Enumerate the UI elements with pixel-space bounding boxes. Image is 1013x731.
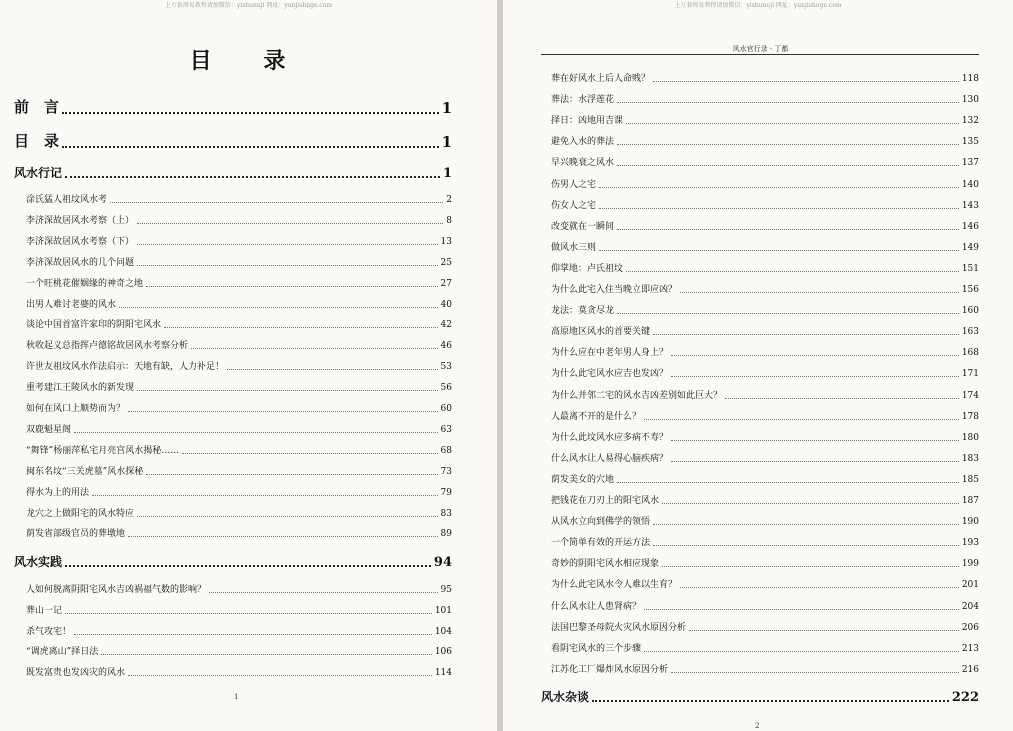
toc-entry-title: 荫发省部级官员的葬墩地	[26, 529, 126, 540]
toc-entry-page: 46	[440, 341, 452, 352]
left-page	[0, 0, 497, 731]
toc-entry-title: 法国巴黎圣母院火灾风水原因分析	[551, 622, 687, 633]
toc-entry	[551, 577, 979, 590]
toc-entry-page: 106	[434, 647, 452, 658]
toc-entry	[26, 297, 452, 310]
toc-entry-title: “调虎离山”择日法	[26, 647, 99, 658]
toc-entry-page: 130	[961, 95, 979, 106]
toc-entry	[551, 535, 979, 548]
dot-leader	[653, 81, 959, 82]
toc-entry-title: 把钱花在刀刃上的阳宅风水	[551, 496, 660, 506]
toc-entry-title: 葬山一记	[26, 605, 63, 616]
toc-entry-title: 风水杂谈	[541, 690, 590, 704]
toc-entry-page: 216	[961, 664, 979, 675]
toc-entry-title: 出男人难讨老婆的风水	[26, 299, 117, 310]
toc-entry-page: 190	[961, 517, 979, 528]
toc-entry-page: 178	[961, 411, 979, 422]
toc-entry-title: 谈论中国首富许家印的阴阳宅风水	[26, 320, 162, 331]
dot-leader	[137, 244, 438, 245]
toc-entry-page: 40	[440, 299, 452, 310]
toc-entry	[551, 451, 979, 464]
dot-leader	[671, 376, 959, 377]
toc-entry-title: 一个旺桃花催姻缘的神奇之地	[26, 278, 144, 289]
toc-entry-title: 风水实践	[14, 555, 63, 569]
dot-leader	[626, 271, 959, 272]
page-number-left: 1	[234, 693, 239, 701]
toc-entry-page: 73	[440, 466, 452, 477]
toc-entry-title: 为什么此坟风水应多病不寿？	[551, 432, 669, 443]
toc-entry	[551, 388, 979, 401]
dot-leader	[137, 265, 438, 266]
toc-entry-page: 95	[440, 585, 452, 595]
toc-entry-title: 为什么应在中老年男人身上？	[551, 348, 669, 359]
dot-leader	[671, 672, 959, 673]
toc-section-heading	[14, 553, 452, 570]
dot-leader	[653, 524, 959, 525]
dot-leader	[65, 176, 440, 178]
toc-entry-page: 79	[440, 487, 452, 498]
toc-entry-page: 68	[440, 445, 452, 456]
toc-entry-title: 重考建江王陵风水的新发现	[26, 383, 135, 394]
toc-entry-page: 8	[446, 215, 452, 226]
toc-entry-title: 涂氏猛人祖坟风水考	[26, 195, 108, 205]
running-header: 风水官行录 · 丁都	[732, 45, 789, 53]
toc-entry-title: 伤女人之宅	[551, 200, 597, 211]
toc-entry	[551, 345, 979, 358]
toc-entry-page: 180	[961, 432, 979, 443]
toc-entry	[551, 113, 979, 126]
toc-entry-page: 89	[440, 529, 452, 540]
toc-entry	[26, 255, 452, 268]
toc-entry	[551, 493, 979, 506]
toc-entry	[26, 213, 452, 226]
toc-entry	[551, 155, 979, 168]
dot-leader	[689, 630, 959, 631]
toc-entry-page: 2	[446, 195, 452, 205]
toc-entry-page: 185	[961, 474, 979, 485]
toc-entry-page: 193	[961, 538, 979, 549]
dot-leader	[617, 229, 959, 230]
dot-leader	[128, 675, 432, 676]
toc-entry-page: 104	[434, 626, 452, 637]
toc-entry	[26, 526, 452, 539]
toc-entry-page: 135	[961, 137, 979, 148]
dot-leader	[671, 440, 959, 441]
toc-section-heading	[541, 688, 979, 705]
toc-entry-title: 龙穴之上做阳宅的风水特应	[26, 508, 135, 519]
toc-entry-title: 看阴宅风水的三个步骤	[551, 643, 642, 654]
toc-entry	[551, 599, 979, 612]
toc-entry	[26, 338, 452, 351]
dot-leader	[74, 432, 438, 433]
toc-entry-title: 许世友祖坟风水作法启示：天地有缺，人力补足！	[26, 362, 225, 373]
toc-entry-title: 从风水立向到佛学的领悟	[551, 517, 651, 528]
toc-entry-title: 奇妙的阴阳宅风水相应现象	[551, 559, 660, 570]
toc-entry-page: 160	[961, 306, 979, 317]
toc-entry-page: 118	[961, 74, 979, 84]
toc-entry-title: 高原地区风水的首要关键	[551, 327, 651, 338]
toc-entry	[551, 177, 979, 190]
toc-entry-page: 83	[440, 508, 452, 519]
dot-leader	[653, 334, 959, 335]
toc-entry-title: 人最离不开的是什么？	[551, 411, 642, 422]
toc-entry-title: 龙法：莫贪尽龙	[551, 306, 615, 317]
dot-leader	[128, 411, 438, 412]
toc-entry-title: 伤男人之宅	[551, 179, 597, 190]
toc-entry	[551, 641, 979, 654]
toc-entry-page: 199	[961, 559, 979, 570]
toc-entry-page: 163	[961, 327, 979, 338]
toc-entry	[26, 443, 452, 456]
toc-entry-page: 1	[442, 166, 452, 181]
toc-entry-page: 60	[440, 404, 452, 414]
toc-entry-title: 改变就在一瞬间	[551, 221, 615, 232]
toc-entry-title: 做风水三则	[551, 242, 597, 253]
toc-entry	[26, 359, 452, 372]
toc-entry-page: 132	[961, 116, 979, 127]
toc-entry-title: 前 言	[14, 98, 60, 116]
toc-entry	[551, 219, 979, 232]
toc-entry-page: 206	[961, 622, 979, 633]
dot-leader	[164, 327, 438, 328]
watermark: 上万套周易教程请加微信：yishunuji 网址：yunjishuge.com	[674, 2, 842, 9]
toc-entry-page: 213	[961, 643, 979, 654]
header-rule	[541, 54, 979, 55]
toc-entry-title: 为什么此宅风水令人难以生育？	[551, 580, 678, 591]
toc-entry-page: 1	[441, 133, 452, 151]
dot-leader	[617, 482, 959, 483]
watermark: 上万套周易教程请加微信：yishunuji 网址：yunjishuge.com	[164, 2, 333, 9]
toc-entry	[26, 192, 452, 205]
dot-leader	[209, 592, 438, 593]
toc-entry	[26, 624, 452, 637]
toc-entry	[551, 92, 979, 105]
toc-entry	[551, 620, 979, 633]
toc-entry-page: 114	[434, 668, 452, 679]
dot-leader	[182, 453, 437, 454]
toc-entry-page: 63	[440, 424, 452, 435]
toc-entry	[26, 603, 452, 616]
dot-leader	[110, 202, 443, 203]
toc-entry-title: 择日：凶地用吉课	[551, 116, 624, 127]
toc-entry-page: 53	[440, 362, 452, 373]
toc-entry	[26, 317, 452, 330]
dot-leader	[101, 654, 432, 655]
toc-entry-page: 222	[951, 690, 979, 705]
toc-entry-page: 140	[961, 179, 979, 190]
right-page	[503, 0, 1013, 731]
toc-entry-title: 人如何脱离阴阳宅风水吉凶祸福气数的影响？	[26, 585, 207, 595]
toc-entry-title: 葬在好风水上后人命贱？	[551, 74, 651, 84]
toc-entry-title: 什么风水让人易得心脑疾病？	[551, 453, 669, 464]
toc-entry	[551, 472, 979, 485]
toc-entry	[26, 665, 452, 678]
toc-entry-page: 137	[961, 158, 979, 169]
toc-entry-page: 149	[961, 242, 979, 253]
toc-entry-title: 为什么此宅入住当晚立即应凶？	[551, 285, 678, 295]
dot-leader	[662, 503, 959, 504]
toc-entry	[26, 485, 452, 498]
toc-entry	[551, 430, 979, 443]
dot-leader	[644, 651, 959, 652]
dot-leader	[617, 165, 959, 166]
toc-entry-page: 146	[961, 221, 979, 232]
dot-leader	[62, 146, 439, 148]
dot-leader	[599, 250, 959, 251]
toc-entry-page: 101	[434, 605, 452, 616]
toc-entry	[551, 261, 979, 274]
toc-entry-title: 葬法：水浮莲花	[551, 95, 615, 106]
toc-entry-title: 江苏化工厂爆炸风水原因分析	[551, 664, 669, 675]
toc-entry-page: 151	[961, 263, 979, 274]
toc-title: 目 录	[189, 48, 308, 74]
dot-leader	[65, 613, 432, 614]
dot-leader	[137, 223, 443, 224]
toc-entry-title: 李济深故居风水考察（下）	[26, 236, 135, 247]
dot-leader	[725, 398, 959, 399]
dot-leader	[626, 123, 959, 124]
toc-entry	[551, 198, 979, 211]
dot-leader	[617, 313, 959, 314]
dot-leader	[599, 208, 959, 209]
dot-leader	[671, 461, 959, 462]
toc-entry	[551, 514, 979, 527]
toc-entry	[26, 506, 452, 519]
toc-entry-title: 如何在风口上顺势而为？	[26, 404, 126, 414]
toc-entry-title: 为什么并邻二宅的风水吉凶差别如此巨大？	[551, 390, 723, 401]
toc-section-heading	[14, 164, 452, 181]
toc-section-heading	[14, 130, 452, 151]
toc-entry	[26, 644, 452, 657]
toc-entry-page: 204	[961, 601, 979, 612]
toc-entry	[551, 556, 979, 569]
toc-entry-page: 201	[961, 580, 979, 591]
dot-leader	[680, 587, 959, 588]
toc-entry	[26, 401, 452, 414]
toc-entry-title: 早兴晚衰之风水	[551, 158, 615, 169]
dot-leader	[74, 634, 432, 635]
toc-entry	[26, 582, 452, 595]
toc-entry	[26, 276, 452, 289]
toc-entry-title: 目 录	[14, 132, 60, 150]
toc-entry	[551, 662, 979, 675]
toc-entry-title: 一个简单有效的开运方法	[551, 538, 651, 549]
toc-entry-title: 秋收起义总指挥卢德铭故居风水考察分析	[26, 341, 189, 352]
toc-entry-title: 仰掌地：卢氏祖坟	[551, 263, 624, 274]
toc-entry-title: 得水为上的用法	[26, 487, 90, 498]
dot-leader	[680, 292, 959, 293]
dot-leader	[599, 187, 959, 188]
toc-entry-title: 杀气攻宅！	[26, 626, 72, 637]
toc-entry-page: 1	[441, 99, 452, 117]
dot-leader	[653, 545, 959, 546]
dot-leader	[137, 390, 438, 391]
dot-leader	[227, 369, 438, 370]
dot-leader	[65, 565, 431, 567]
dot-leader	[617, 102, 959, 103]
dot-leader	[191, 348, 438, 349]
dot-leader	[146, 286, 438, 287]
toc-entry-page: 168	[961, 348, 979, 359]
dot-leader	[662, 566, 959, 567]
dot-leader	[592, 700, 949, 702]
toc-section-heading	[14, 96, 452, 117]
toc-entry-title: “舞锋”杨丽萍私宅月亮宫风水揭秘……	[26, 445, 180, 456]
toc-entry-title: 李济深故居风水考察（上）	[26, 215, 135, 226]
toc-entry-title: 双鹿魁星阁	[26, 424, 72, 435]
toc-entry-page: 13	[440, 236, 452, 247]
toc-entry-page: 143	[961, 200, 979, 211]
toc-entry	[26, 380, 452, 393]
toc-entry	[551, 134, 979, 147]
toc-entry-page: 171	[961, 369, 979, 380]
toc-entry	[551, 71, 979, 84]
toc-entry	[551, 240, 979, 253]
dot-leader	[119, 307, 438, 308]
dot-leader	[62, 112, 439, 114]
toc-entry-page: 187	[961, 496, 979, 506]
toc-entry-title: 什么风水让人患肾病？	[551, 601, 642, 612]
toc-entry-page: 174	[961, 390, 979, 401]
toc-entry-page: 56	[440, 383, 452, 394]
toc-entry-page: 94	[433, 555, 452, 570]
toc-entry-page: 183	[961, 453, 979, 464]
dot-leader	[644, 609, 959, 610]
toc-entry-title: 风水行记	[14, 166, 63, 180]
dot-leader	[146, 474, 437, 475]
dot-leader	[617, 144, 959, 145]
dot-leader	[137, 516, 438, 517]
dot-leader	[644, 419, 959, 420]
page-number-right: 2	[755, 722, 760, 730]
dot-leader	[671, 355, 959, 356]
toc-entry	[551, 366, 979, 379]
toc-entry	[26, 234, 452, 247]
dot-leader	[128, 536, 438, 537]
dot-leader	[92, 495, 438, 496]
toc-entry-title: 既发富贵也发凶灾的风水	[26, 668, 126, 679]
toc-entry-title: 李济深故居风水的几个问题	[26, 257, 135, 268]
toc-entry	[551, 409, 979, 422]
toc-entry-title: 闽东名坟“三关虎墓”风水探秘	[26, 466, 144, 477]
toc-entry	[26, 422, 452, 435]
toc-entry-page: 156	[961, 285, 979, 295]
toc-entry-title: 荫发美女的穴地	[551, 474, 615, 485]
toc-entry-page: 42	[440, 320, 452, 331]
toc-entry	[26, 464, 452, 477]
toc-entry	[551, 303, 979, 316]
toc-entry-page: 25	[440, 257, 452, 268]
toc-entry-title: 为什么此宅风水应吉也发凶？	[551, 369, 669, 380]
toc-entry	[551, 324, 979, 337]
toc-entry-title: 避免入水的葬法	[551, 137, 615, 148]
toc-entry	[551, 282, 979, 295]
toc-entry-page: 27	[440, 278, 452, 289]
